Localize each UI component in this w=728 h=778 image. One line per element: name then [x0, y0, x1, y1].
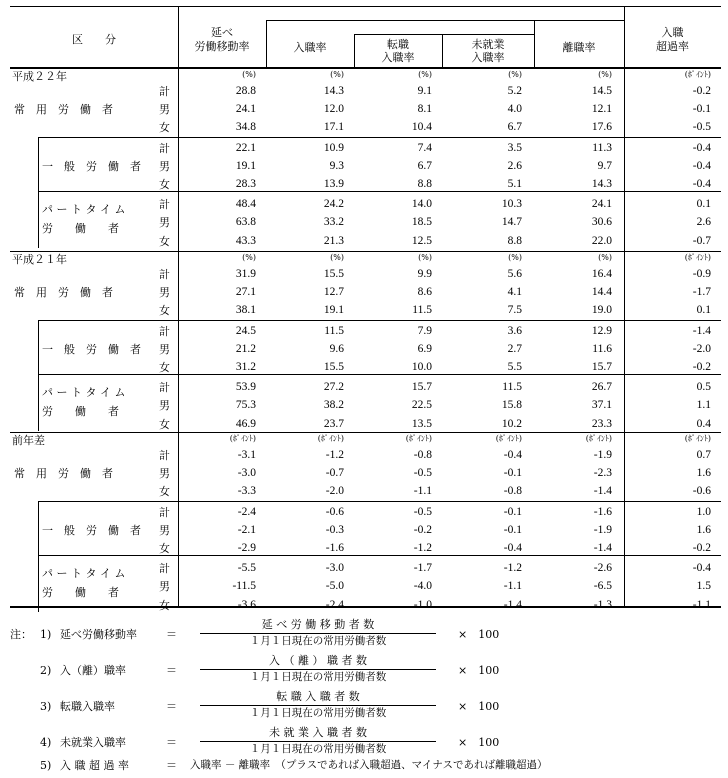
value-cell: 17.6 [591, 121, 612, 134]
value-cell: -4.0 [413, 580, 432, 593]
note-numerator: 入 （ 離 ） 職 者 数 [269, 654, 367, 667]
group-label-joyo: 常 用 労 働 者 [14, 103, 113, 117]
grid-line [10, 432, 721, 433]
row-label-kei: 計 [159, 381, 170, 395]
value-cell: -3.3 [237, 485, 256, 498]
value-cell: 15.5 [323, 268, 344, 280]
row-label-otoko: 男 [159, 580, 170, 594]
value-cell: -0.4 [692, 141, 711, 154]
row-label-kei: 計 [159, 198, 170, 212]
value-cell: -5.5 [237, 562, 256, 575]
value-cell: 1.1 [696, 399, 711, 412]
value-cell: -0.4 [692, 562, 711, 575]
grid-line [38, 137, 39, 248]
grid-line [10, 251, 721, 252]
group-label-part-2: 労 働 者 [42, 586, 119, 600]
value-cell: 12.9 [591, 324, 612, 337]
note-name: 未就業入職率 [60, 736, 126, 749]
unit-label: (%) [330, 70, 344, 79]
section-year: 前年差 [12, 434, 45, 447]
value-cell: -1.4 [692, 324, 711, 337]
note-5-eq: ＝ [166, 759, 177, 772]
value-cell: 13.9 [323, 178, 344, 190]
value-cell: 9.3 [329, 159, 344, 172]
grid-line [38, 137, 721, 138]
note-no: 4) [40, 736, 52, 749]
row-label-onna: 女 [159, 121, 170, 135]
note-no: 3) [40, 700, 52, 713]
value-cell: 22.0 [591, 234, 612, 247]
header-chouka-1: 入職 [661, 26, 684, 39]
value-cell: 37.1 [591, 399, 612, 412]
value-cell: 11.6 [592, 342, 612, 355]
value-cell: 15.8 [501, 399, 522, 412]
value-cell: -0.2 [692, 85, 711, 97]
group-label-part-2: 労 働 者 [42, 405, 119, 419]
value-cell: 8.8 [417, 178, 432, 190]
value-cell: -3.1 [237, 449, 256, 461]
row-label-kei: 計 [159, 85, 170, 98]
value-cell: 43.3 [235, 234, 256, 247]
row-label-onna: 女 [159, 361, 170, 374]
unit-label: (ﾎﾟｲﾝﾄ) [317, 434, 344, 443]
value-cell: 0.1 [696, 198, 711, 211]
value-cell: 27.2 [323, 381, 344, 394]
value-cell: 12.7 [323, 286, 344, 299]
unit-label: (%) [418, 70, 432, 79]
value-cell: 1.0 [696, 505, 711, 518]
note-5-text: 入職率 － 離職率 （プラスであれば入職超過、マイナスであれば離職超過） [190, 759, 548, 771]
value-cell: 6.9 [417, 342, 432, 355]
value-cell: 63.8 [235, 216, 256, 229]
header-nyushoku: 入職率 [293, 41, 327, 54]
value-cell: -3.6 [237, 598, 256, 611]
value-cell: 5.2 [507, 85, 522, 97]
note-eq: ＝ [166, 628, 177, 641]
value-cell: -0.7 [325, 467, 344, 480]
unit-label: (%) [242, 253, 256, 262]
value-cell: 13.5 [411, 417, 432, 430]
header-mishugyo-2: 入職率 [471, 51, 505, 64]
value-cell: -1.1 [503, 580, 522, 593]
value-cell: 30.6 [591, 216, 612, 229]
unit-label: (ﾎﾟｲﾝﾄ) [684, 70, 711, 79]
row-label-kei: 計 [159, 505, 170, 519]
value-cell: 8.8 [507, 234, 522, 247]
row-label-kei: 計 [159, 141, 170, 155]
value-cell: -1.6 [593, 505, 612, 518]
value-cell: 9.6 [329, 342, 344, 355]
group-label-ippan: 一 般 労 働 者 [42, 523, 141, 537]
header-kubun: 区 分 [72, 33, 116, 46]
value-cell: -1.2 [413, 542, 432, 554]
note-name: 転職入職率 [60, 700, 115, 713]
row-label-onna: 女 [159, 304, 170, 318]
value-cell: 2.6 [507, 159, 522, 172]
value-cell: -1.2 [503, 562, 522, 575]
value-cell: 38.2 [323, 399, 344, 412]
note-mult: × 100 [458, 700, 500, 713]
value-cell: -2.0 [325, 485, 344, 498]
header-rishoku: 離職率 [562, 41, 596, 54]
note-name: 延べ労働移動率 [60, 628, 137, 641]
notes [10, 612, 721, 778]
value-cell: 7.4 [417, 141, 432, 154]
value-cell: 14.0 [411, 198, 432, 211]
grid-line [38, 501, 721, 502]
row-label-kei: 計 [159, 268, 170, 281]
group-label-ippan: 一 般 労 働 者 [42, 159, 141, 173]
value-cell: 4.0 [507, 103, 522, 116]
value-cell: -5.0 [325, 580, 344, 593]
value-cell: 16.4 [591, 268, 612, 280]
note-eq: ＝ [166, 700, 177, 713]
row-label-otoko: 男 [159, 399, 170, 413]
value-cell: 34.8 [235, 121, 256, 134]
header-mishugyo-1: 未就業 [471, 38, 505, 51]
value-cell: -0.2 [692, 361, 711, 373]
note-mult: × 100 [458, 736, 500, 749]
row-label-kei: 計 [159, 562, 170, 576]
value-cell: -0.5 [692, 121, 711, 134]
value-cell: 1.6 [696, 523, 711, 536]
value-cell: -0.4 [692, 159, 711, 172]
value-cell: 10.9 [323, 141, 344, 154]
note-no: 1) [40, 628, 52, 641]
unit-label: (%) [418, 253, 432, 262]
row-label-kei: 計 [159, 449, 170, 462]
unit-label: (%) [598, 70, 612, 79]
value-cell: -0.4 [692, 178, 711, 190]
group-label-part-1: パ ー ト タ イ ム [42, 386, 126, 400]
row-label-otoko: 男 [159, 103, 170, 117]
row-label-onna: 女 [159, 417, 170, 431]
value-cell: -2.4 [325, 598, 344, 611]
value-cell: 46.9 [235, 417, 256, 430]
value-cell: 14.5 [591, 85, 612, 97]
value-cell: 23.7 [323, 417, 344, 430]
value-cell: -1.7 [692, 286, 711, 299]
value-cell: 28.8 [235, 85, 256, 97]
value-cell: -0.8 [503, 485, 522, 498]
grid-line [10, 67, 721, 69]
note-denominator: １月１日現在の常用労働者数 [249, 743, 387, 755]
value-cell: -0.9 [692, 268, 711, 280]
value-cell: 27.1 [235, 286, 256, 299]
value-cell: 10.0 [411, 361, 432, 373]
value-cell: 11.3 [592, 141, 612, 154]
value-cell: 1.5 [696, 580, 711, 593]
value-cell: 48.4 [235, 198, 256, 211]
group-label-joyo: 常 用 労 働 者 [14, 286, 113, 300]
value-cell: 21.3 [323, 234, 344, 247]
value-cell: -0.5 [413, 505, 432, 518]
value-cell: 9.9 [417, 268, 432, 280]
value-cell: 33.2 [323, 216, 344, 229]
value-cell: -2.9 [237, 542, 256, 554]
value-cell: -0.7 [692, 234, 711, 247]
value-cell: 31.9 [235, 268, 256, 280]
value-cell: -1.6 [325, 542, 344, 554]
unit-label: (%) [330, 253, 344, 262]
unit-label: (ﾎﾟｲﾝﾄ) [229, 434, 256, 443]
value-cell: -11.5 [232, 580, 256, 593]
value-cell: -3.0 [237, 467, 256, 480]
row-label-otoko: 男 [159, 467, 170, 481]
grid-line [534, 20, 535, 67]
row-label-otoko: 男 [159, 523, 170, 537]
value-cell: 24.5 [235, 324, 256, 337]
value-cell: 24.1 [591, 198, 612, 211]
value-cell: -1.2 [325, 449, 344, 461]
labor-mobility-table [10, 6, 721, 612]
value-cell: 6.7 [417, 159, 432, 172]
grid-line [354, 34, 534, 35]
value-cell: 0.1 [696, 304, 711, 317]
fraction-line [200, 669, 436, 670]
header-nobe-2: 労働移動率 [194, 40, 250, 53]
note-5-name: 入 職 超 過 率 [60, 759, 129, 772]
group-label-part-2: 労 働 者 [42, 222, 119, 236]
value-cell: -2.0 [692, 342, 711, 355]
value-cell: -0.4 [503, 542, 522, 554]
group-label-ippan: 一 般 労 働 者 [42, 342, 141, 356]
value-cell: -0.2 [692, 542, 711, 554]
value-cell: -0.3 [325, 523, 344, 536]
section-year: 平成２１年 [12, 253, 67, 266]
value-cell: 12.0 [323, 103, 344, 116]
value-cell: 5.5 [507, 361, 522, 373]
header-chouka-2: 超過率 [656, 40, 689, 53]
value-cell: 6.7 [507, 121, 522, 134]
value-cell: 11.5 [502, 381, 522, 394]
value-cell: 24.2 [323, 198, 344, 211]
value-cell: -0.5 [413, 467, 432, 480]
note-eq: ＝ [166, 664, 177, 677]
row-label-otoko: 男 [159, 159, 170, 173]
value-cell: -0.1 [692, 103, 711, 116]
note-numerator: 転 職 入 職 者 数 [276, 690, 360, 703]
unit-label: (ﾎﾟｲﾝﾄ) [405, 434, 432, 443]
value-cell: 11.5 [324, 324, 344, 337]
unit-label: (%) [242, 70, 256, 79]
value-cell: 21.2 [235, 342, 256, 355]
value-cell: 7.5 [507, 304, 522, 317]
group-label-part-1: パ ー ト タ イ ム [42, 567, 126, 581]
value-cell: 14.3 [323, 85, 344, 97]
note-5-no: 5) [40, 759, 52, 772]
notes-prefix: 注： [10, 628, 32, 641]
value-cell: 53.9 [235, 381, 256, 394]
note-denominator: １月１日現在の常用労働者数 [249, 707, 387, 719]
value-cell: -2.1 [237, 523, 256, 536]
note-name: 入（離）職率 [60, 664, 126, 677]
row-label-otoko: 男 [159, 216, 170, 230]
value-cell: 3.5 [507, 141, 522, 154]
value-cell: -1.0 [413, 598, 432, 611]
row-label-onna: 女 [159, 598, 170, 612]
value-cell: 4.1 [507, 286, 522, 299]
row-label-kei: 計 [159, 324, 170, 338]
value-cell: -0.2 [413, 523, 432, 536]
value-cell: -1.4 [593, 542, 612, 554]
value-cell: -1.7 [413, 562, 432, 575]
value-cell: -0.4 [503, 449, 522, 461]
grid-line [38, 501, 39, 612]
value-cell: 75.3 [235, 399, 256, 412]
value-cell: 9.1 [417, 85, 432, 97]
value-cell: -1.1 [413, 485, 432, 498]
value-cell: -1.4 [593, 485, 612, 498]
value-cell: -2.3 [593, 467, 612, 480]
value-cell: 14.4 [591, 286, 612, 299]
row-label-onna: 女 [159, 485, 170, 499]
value-cell: -6.5 [593, 580, 612, 593]
grid-line [38, 320, 39, 431]
fraction-line [200, 705, 436, 706]
grid-line [38, 374, 721, 375]
value-cell: 28.3 [235, 178, 256, 190]
unit-label: (%) [508, 70, 522, 79]
value-cell: 9.7 [597, 159, 612, 172]
value-cell: 23.3 [591, 417, 612, 430]
value-cell: 24.1 [235, 103, 256, 116]
value-cell: 1.6 [696, 467, 711, 480]
value-cell: 10.2 [501, 417, 522, 430]
value-cell: 8.1 [417, 103, 432, 116]
value-cell: -0.1 [503, 467, 522, 480]
value-cell: 12.5 [411, 234, 432, 247]
grid-line [10, 6, 721, 7]
grid-line [266, 20, 267, 67]
value-cell: 10.3 [501, 198, 522, 211]
row-label-onna: 女 [159, 542, 170, 555]
section-year: 平成２２年 [12, 70, 67, 83]
group-label-part-1: パ ー ト タ イ ム [42, 203, 126, 217]
value-cell: 15.7 [411, 381, 432, 394]
header-nobe-1: 延べ [211, 26, 233, 39]
group-label-joyo: 常 用 労 働 者 [14, 467, 113, 481]
row-label-onna: 女 [159, 178, 170, 191]
fraction-line [200, 741, 436, 742]
unit-label: (ﾎﾟｲﾝﾄ) [585, 434, 612, 443]
value-cell: 0.5 [696, 381, 711, 394]
value-cell: 31.2 [235, 361, 256, 373]
value-cell: 3.6 [507, 324, 522, 337]
value-cell: 15.7 [591, 361, 612, 373]
note-denominator: １月１日現在の常用労働者数 [249, 671, 387, 683]
value-cell: 14.3 [591, 178, 612, 190]
value-cell: 17.1 [323, 121, 344, 134]
grid-line [266, 20, 624, 21]
value-cell: 38.1 [235, 304, 256, 317]
unit-label: (ﾎﾟｲﾝﾄ) [684, 434, 711, 443]
value-cell: -2.4 [237, 505, 256, 518]
value-cell: 0.7 [696, 449, 711, 461]
fraction-line [200, 633, 436, 634]
value-cell: 19.1 [323, 304, 344, 317]
note-mult: × 100 [458, 628, 500, 641]
value-cell: -1.1 [692, 598, 711, 611]
value-cell: 2.7 [507, 342, 522, 355]
value-cell: -1.3 [593, 598, 612, 611]
value-cell: 26.7 [591, 381, 612, 394]
grid-line [38, 191, 721, 192]
unit-label: (ﾎﾟｲﾝﾄ) [684, 253, 711, 262]
value-cell: 5.1 [507, 178, 522, 190]
value-cell: 19.1 [235, 159, 256, 172]
row-label-otoko: 男 [159, 342, 170, 356]
note-numerator: 延 べ 労 働 移 動 者 数 [261, 618, 375, 631]
value-cell: 19.0 [591, 304, 612, 317]
header-tenshoku-1: 転職 [387, 38, 409, 51]
value-cell: 15.5 [323, 361, 344, 373]
grid-line [354, 34, 355, 67]
note-no: 2) [40, 664, 52, 677]
value-cell: 14.7 [501, 216, 522, 229]
row-label-onna: 女 [159, 234, 170, 248]
value-cell: 10.4 [411, 121, 432, 134]
value-cell: -0.6 [325, 505, 344, 518]
value-cell: 22.1 [235, 141, 256, 154]
note-denominator: １月１日現在の常用労働者数 [249, 635, 387, 647]
header-tenshoku-2: 入職率 [381, 51, 415, 64]
value-cell: 0.4 [696, 417, 711, 430]
value-cell: 7.9 [417, 324, 432, 337]
value-cell: -1.4 [503, 598, 522, 611]
grid-line [38, 320, 721, 321]
note-eq: ＝ [166, 736, 177, 749]
value-cell: 5.6 [507, 268, 522, 280]
unit-label: (%) [508, 253, 522, 262]
note-mult: × 100 [458, 664, 500, 677]
value-cell: 12.1 [591, 103, 612, 116]
value-cell: -2.6 [593, 562, 612, 575]
unit-label: (%) [598, 253, 612, 262]
value-cell: -1.9 [593, 449, 612, 461]
note-numerator: 未 就 業 入 職 者 数 [269, 726, 367, 739]
value-cell: -1.9 [593, 523, 612, 536]
value-cell: 22.5 [411, 399, 432, 412]
value-cell: 2.6 [696, 216, 711, 229]
grid-line [38, 555, 721, 556]
value-cell: -0.1 [503, 523, 522, 536]
grid-line [442, 34, 443, 67]
value-cell: 11.5 [412, 304, 432, 317]
value-cell: 18.5 [411, 216, 432, 229]
row-label-otoko: 男 [159, 286, 170, 300]
value-cell: -0.6 [692, 485, 711, 498]
value-cell: -3.0 [325, 562, 344, 575]
value-cell: -0.8 [413, 449, 432, 461]
value-cell: 8.6 [417, 286, 432, 299]
unit-label: (ﾎﾟｲﾝﾄ) [495, 434, 522, 443]
value-cell: -0.1 [503, 505, 522, 518]
